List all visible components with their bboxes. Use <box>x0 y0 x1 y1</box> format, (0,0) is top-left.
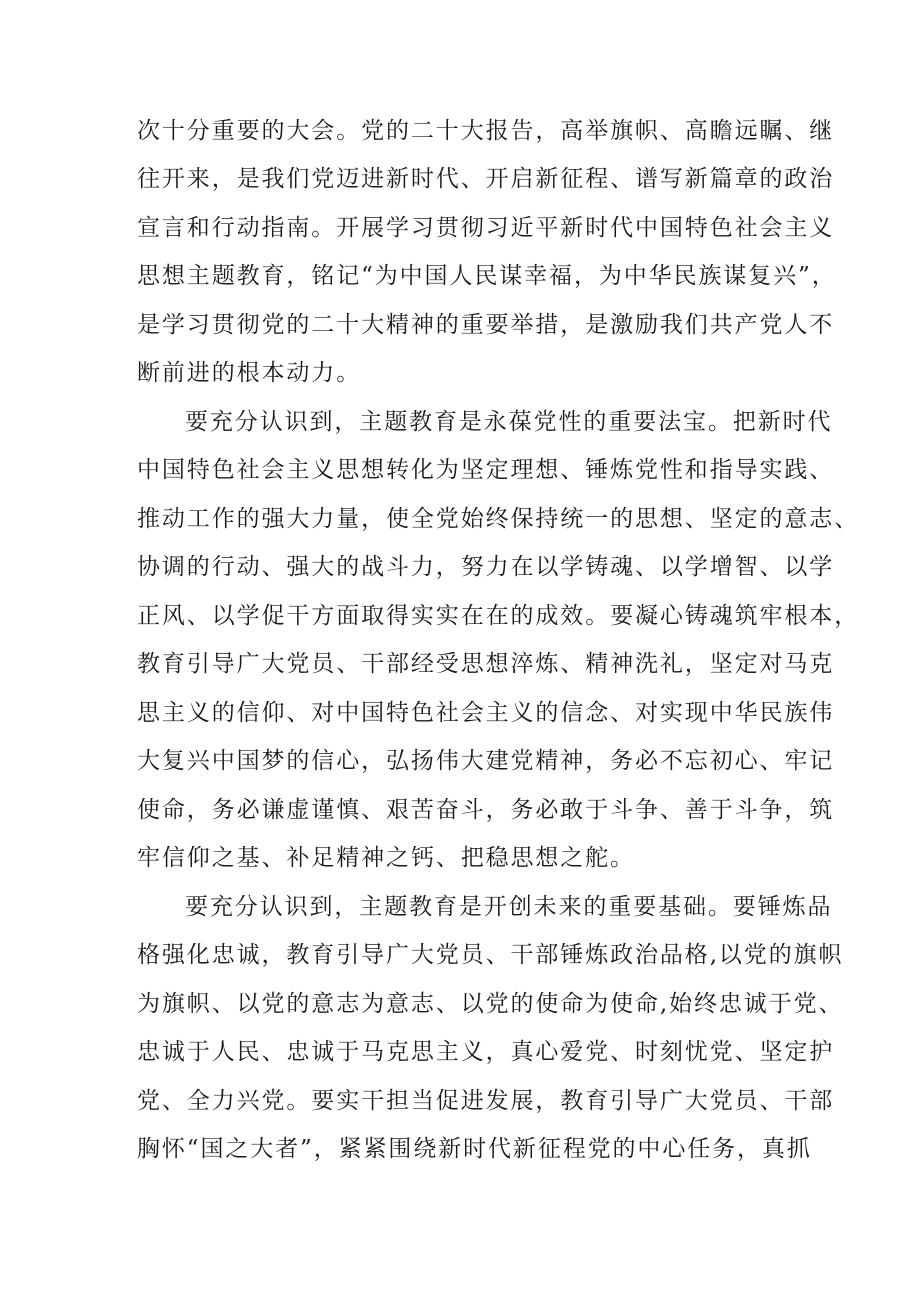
text-line: 为旗帜、以党的意志为意志、以党的使命为使命,始终忠诚于党、 <box>137 991 844 1017</box>
text-line: 宣言和行动指南。开展学习贯彻习近平新时代中国特色社会主义 <box>137 215 835 241</box>
text-line: 使命，务必谦虚谨慎、艰苦奋斗，务必敢于斗争、善于斗争，筑 <box>137 797 835 823</box>
text-line: 胸怀“国之大者”，紧紧围绕新时代新征程党的中心任务，真抓 <box>137 1136 812 1162</box>
text-line: 思想主题教育，铭记“为中国人民谋幸福，为中华民族谋复兴”， <box>137 263 837 289</box>
text-line: 是学习贯彻党的二十大精神的重要举措，是激励我们共产党人不 <box>137 312 835 338</box>
text-line: 断前进的根本动力。 <box>137 360 362 386</box>
text-line: 党、全力兴党。要实干担当促进发展，教育引导广大党员、干部 <box>137 1088 835 1114</box>
paragraph-first-line: 要充分认识到，主题教育是永葆党性的重要法宝。把新时代 <box>185 409 833 435</box>
text-line: 推动工作的强大力量，使全党始终保持统一的思想、坚定的意志、 <box>137 506 860 532</box>
text-line: 格强化忠诚，教育引导广大党员、干部锤炼政治品格,以党的旗帜 <box>137 942 844 968</box>
text-line: 忠诚于人民、忠诚于马克思主义，真心爱党、时刻忧党、坚定护 <box>137 1039 835 1065</box>
text-line: 中国特色社会主义思想转化为坚定理想、锤炼党性和指导实践、 <box>137 457 835 483</box>
text-line: 次十分重要的大会。党的二十大报告，高举旗帜、高瞻远瞩、继 <box>137 118 835 144</box>
text-line: 教育引导广大党员、干部经受思想淬炼、精神洗礼，坚定对马克 <box>137 651 835 677</box>
text-line: 牢信仰之基、补足精神之钙、把稳思想之舵。 <box>137 845 635 871</box>
text-line: 思主义的信仰、对中国特色社会主义的信念、对实现中华民族伟 <box>137 700 835 726</box>
text-line: 往开来，是我们党迈进新时代、开启新征程、谱写新篇章的政治 <box>137 166 835 192</box>
text-line: 协调的行动、强大的战斗力，努力在以学铸魂、以学增智、以学 <box>137 554 835 580</box>
paragraph-first-line: 要充分认识到，主题教育是开创未来的重要基础。要锤炼品 <box>185 894 833 920</box>
text-line: 正风、以学促干方面取得实实在在的成效。要凝心铸魂筑牢根本， <box>137 603 860 629</box>
text-line: 大复兴中国梦的信心，弘扬伟大建党精神，务必不忘初心、牢记 <box>137 748 835 774</box>
